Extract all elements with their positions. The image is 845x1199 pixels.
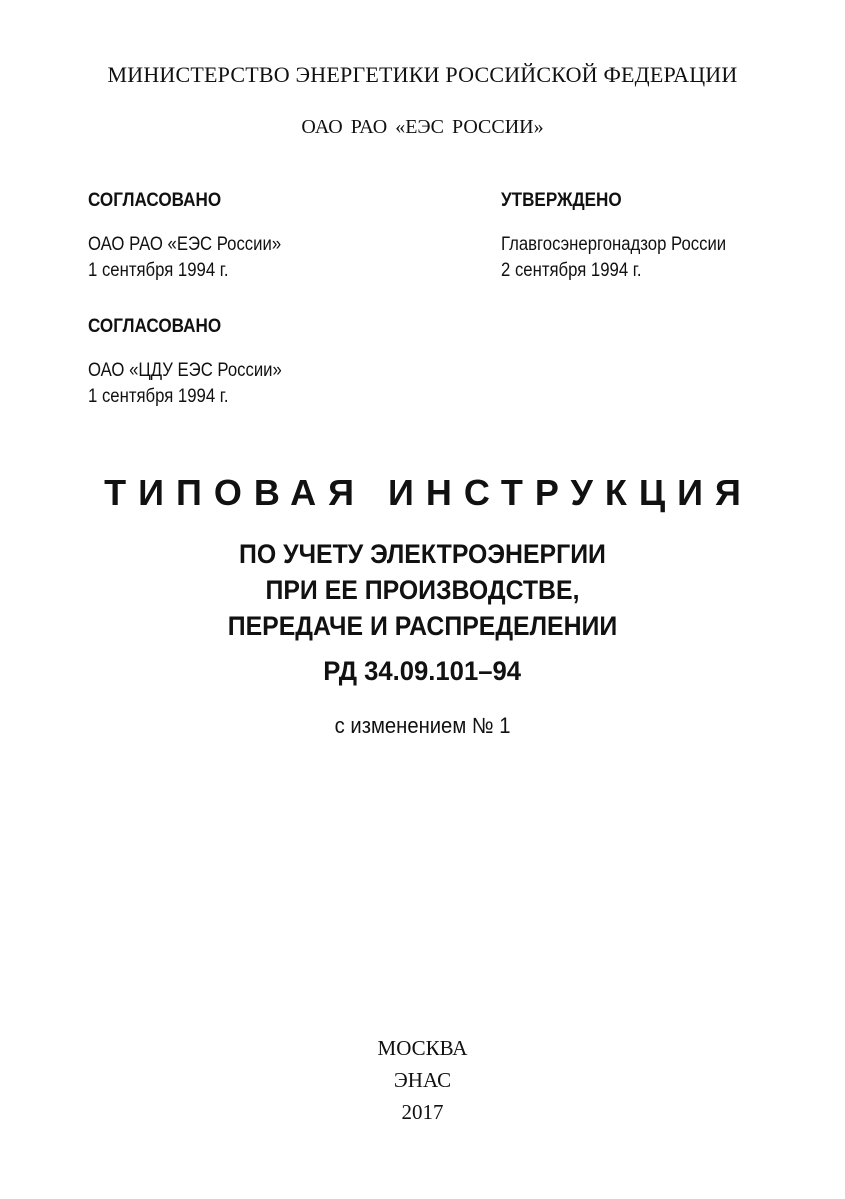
document-title: ТИПОВАЯ ИНСТРУКЦИЯ (104, 472, 753, 513)
agreed-block-1 (88, 190, 307, 284)
subtitle-line: ПО УЧЕТУ ЭЛЕКТРОЭНЕРГИИ (239, 539, 606, 569)
agreed-block-2 (88, 316, 308, 410)
approved-org: Главгосэнергонадзор России (501, 234, 727, 255)
imprint-city: МОСКВА (377, 1036, 468, 1060)
subtitle-line: ПРИ ЕЕ ПРОИЗВОДСТВЕ, (265, 575, 580, 605)
agreed-heading: СОГЛАСОВАНО (88, 190, 222, 211)
imprint-publisher: ЭНАС (393, 1068, 452, 1092)
ministry-heading: МИНИСТЕРСТВО ЭНЕРГЕТИКИ РОССИЙСКОЙ ФЕДЕРАЦИИ (107, 62, 738, 87)
approved-block (501, 190, 757, 284)
imprint-year: 2017 (401, 1100, 444, 1124)
document-subtitle (0, 536, 845, 644)
document-code: РД 34.09.101–94 (323, 656, 522, 686)
amendment-wrap (0, 713, 845, 739)
approved-heading: УТВЕРЖДЕНО (501, 190, 622, 211)
subtitle-line: ПЕРЕДАЧЕ И РАСПРЕДЕЛЕНИИ (227, 611, 618, 641)
amendment-note: с изменением № 1 (334, 713, 511, 738)
agreed-org: ОАО РАО «ЕЭС России» (88, 234, 282, 255)
agreed-org: ОАО «ЦДУ ЕЭС России» (88, 360, 282, 381)
agreed-date: 1 сентября 1994 г. (88, 386, 229, 407)
document-code-wrap (0, 656, 845, 687)
agreed-date: 1 сентября 1994 г. (88, 260, 229, 281)
organization-heading: ОАО РАО «ЕЭС РОССИИ» (301, 116, 544, 138)
approved-date: 2 сентября 1994 г. (501, 260, 642, 281)
agreed-heading: СОГЛАСОВАНО (88, 316, 222, 337)
